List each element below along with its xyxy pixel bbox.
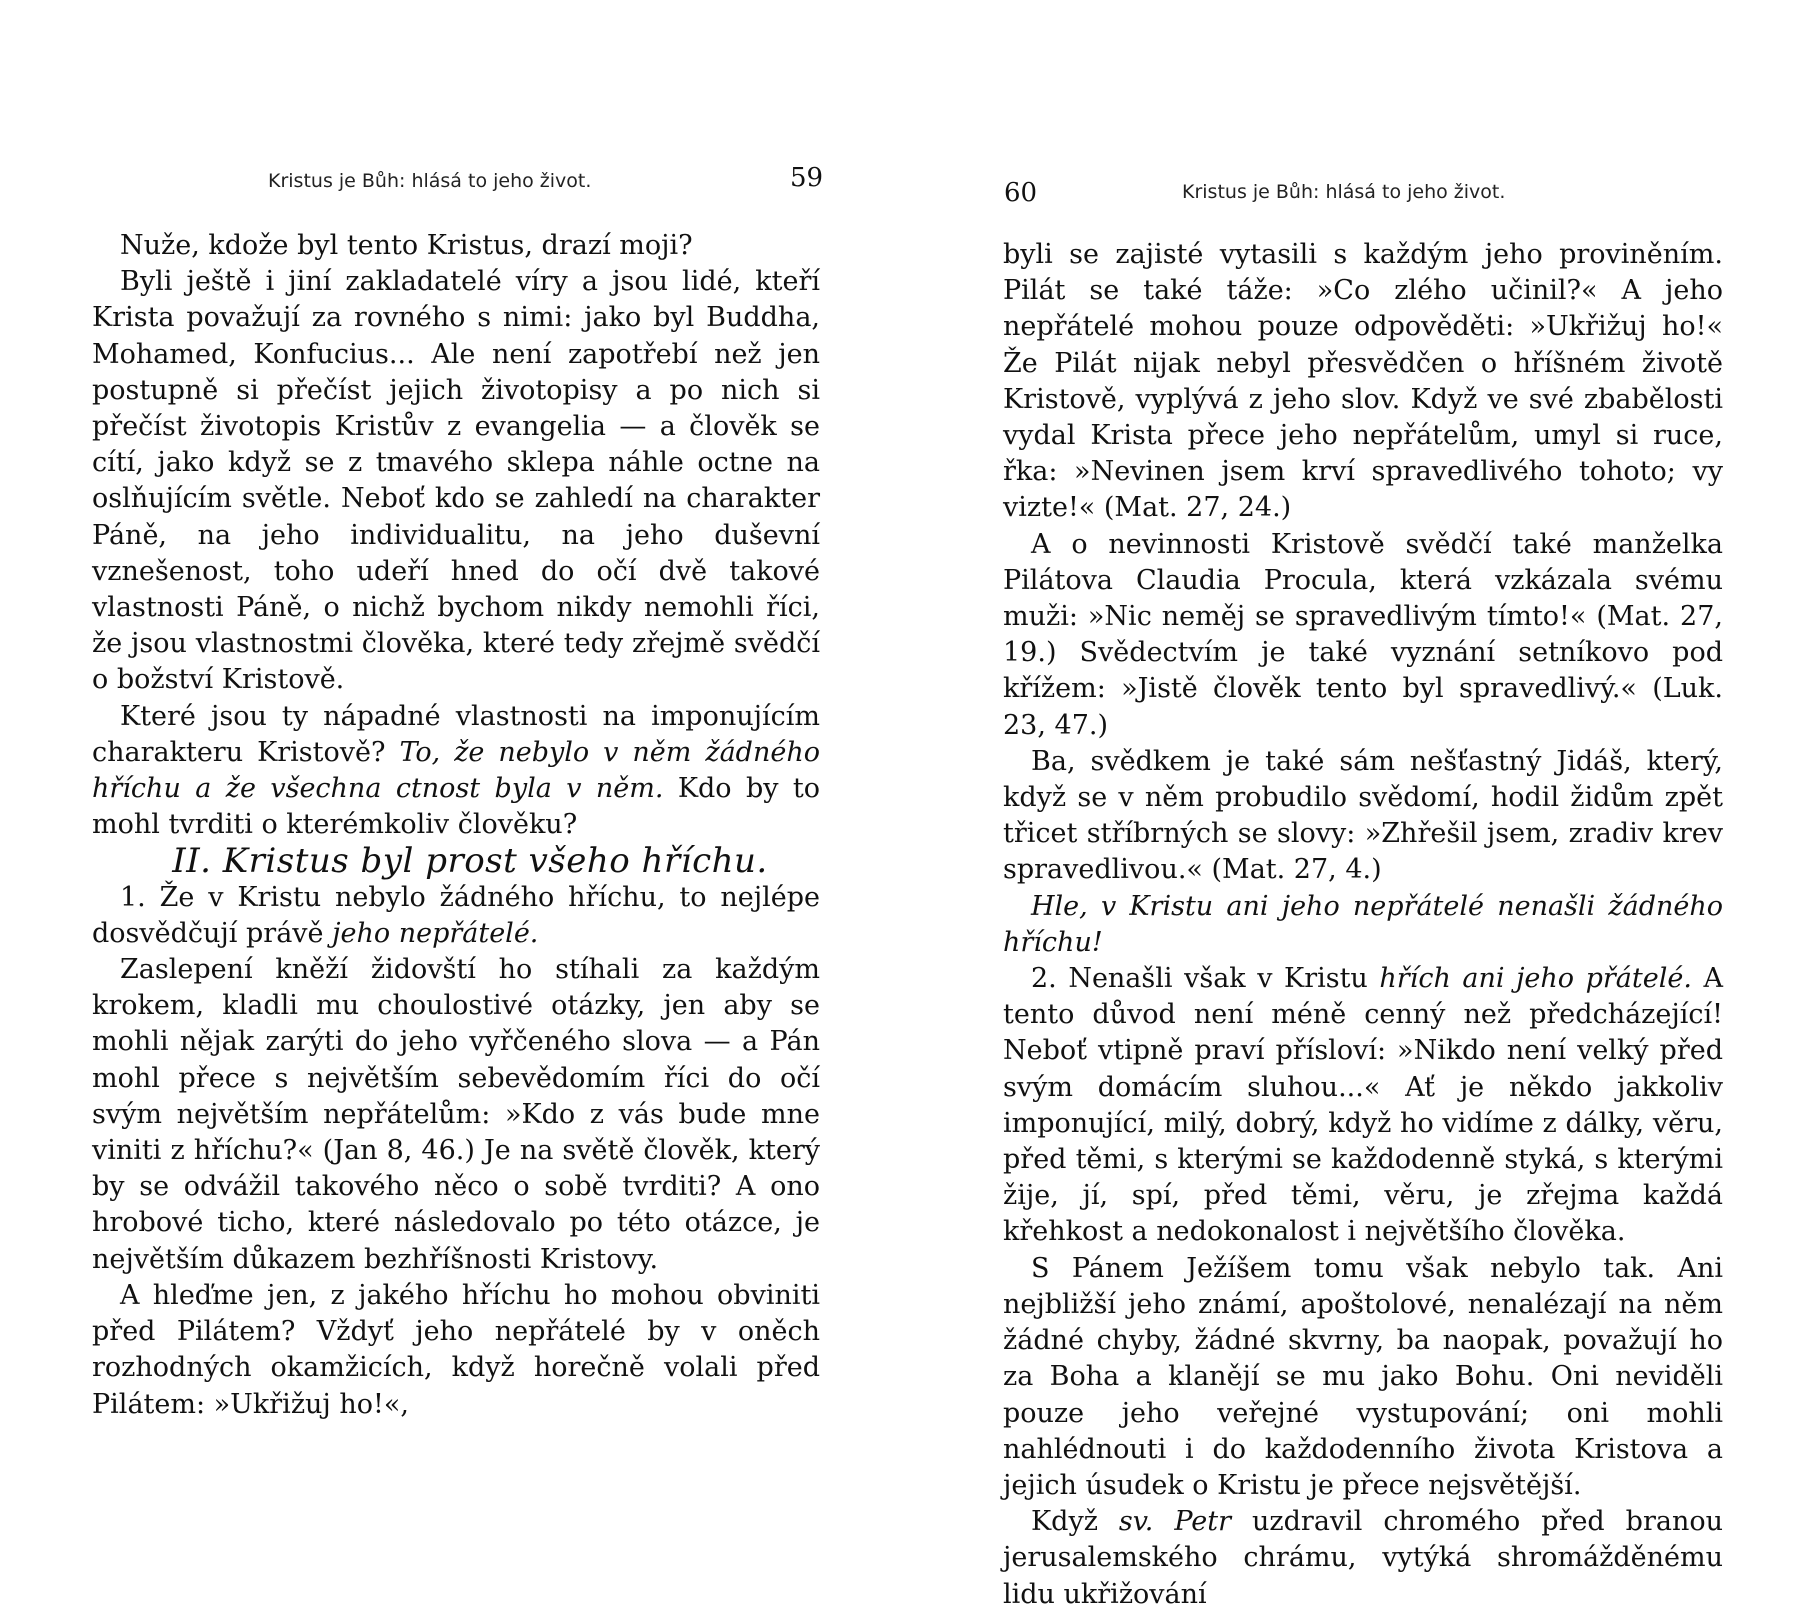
- right-page: [902, 0, 1804, 1610]
- paragraph-text: 2. Nenašli však v Kristu: [1031, 963, 1380, 995]
- emphasis-line: Hle, v Kristu ani jeho nepřátelé nenašli žádného hříchu!: [1003, 890, 1723, 958]
- paragraph: [92, 880, 820, 952]
- paragraph-text: Když: [1031, 1506, 1119, 1538]
- right-body-text: [1003, 237, 1723, 1613]
- paragraph-text: A tento důvod není méně cenný než předcházející! Neboť vtipně praví přísloví: »Nikdo není velký před svým domácím sluhou...« Ať je někdo jakkoliv imponující, milý, dobrý, když ho vidíme z dálky, věru, před těmi, s kterými se každodenně styká, s kterými žije, jí, spí, před těmi, věru, je zřejma každá křehkost a nedokonalost i největšího člověka.: [1003, 963, 1723, 1248]
- paragraph: Nuže, kdože byl tento Kristus, drazí moji?: [120, 230, 693, 261]
- page-number: 60: [1004, 178, 1038, 208]
- paragraph: [1003, 961, 1723, 1251]
- page-number: 59: [790, 163, 824, 193]
- paragraph: Byli ještě i jiní zakladatelé víry a jsou lidé, kteří Krista považují za rovného s nimi: jako byl Buddha, Mohamed, Konfucius... Ale není zapotřebí než jen postupně si přečíst jejich životopisy a po nich si přečíst životopis Kristův z evangelia — a člověk se cítí, jako když se z tmavého sklepa náhle octne na oslňujícím světle. Neboť kdo se zahledí na charakter Páně, na jeho individualitu, na jeho duševní vznešenost, toho udeří hned do očí dvě takové vlastnosti Páně, o nichž bychom nikdy nemohli říci, že jsou vlastnostmi člověka, které tedy zřejmě svědčí o božství Kristově.: [92, 266, 820, 696]
- paragraph: byli se zajisté vytasili s každým jeho proviněním. Pilát se také táže: »Co zlého učinil?« A jeho nepřátelé mohou pouze odpověděti: »Ukřižuj ho!« Že Pilát nijak nebyl přesvědčen o hříšném životě Kristově, vyplývá z jeho slov. Když ve své zbabělosti vydal Krista přece jeho nepřátelům, umyl si ruce, řka: »Nevinen jsem krví spravedlivého tohoto; vy vizte!« (Mat. 27, 24.): [1003, 239, 1723, 524]
- paragraph: [1003, 1504, 1723, 1613]
- left-body-text: [92, 228, 820, 1423]
- emphasis-text: sv. Petr: [1118, 1506, 1232, 1538]
- paragraph-text: Které jsou ty nápadné vlastnosti na imponujícím charakteru Kristově?: [92, 700, 820, 768]
- section-heading: II. Kristus byl prost všeho hříchu.: [172, 841, 768, 882]
- paragraph: A o nevinnosti Kristově svědčí také manželka Pilátova Claudia Procula, která vzkázala svému muži: »Nic neměj se spravedlivým tímto!« (Mat. 27, 19.) Svědectvím je také vyznání setníkovo pod křížem: »Jistě člověk tento byl spravedlivý.« (Luk. 23, 47.): [1003, 528, 1723, 741]
- left-page: [0, 0, 902, 1500]
- paragraph: [92, 699, 820, 844]
- emphasis-text: To, že nebylo v něm žádného hříchu a že všechna ctnost byla v něm.: [92, 736, 820, 805]
- running-head: Kristus je Bůh: hlásá to jeho život.: [268, 170, 592, 192]
- running-head: Kristus je Bůh: hlásá to jeho život.: [1182, 181, 1506, 203]
- paragraph-text: uzdravil chromého před branou jerusalemského chrámu, vytýká shromážděnému lidu ukřižování: [1003, 1506, 1723, 1610]
- paragraph-text: Kdo by to mohl tvrditi o kterémkoliv člověku?: [92, 773, 820, 841]
- paragraph: Ba, svědkem je také sám nešťastný Jidáš, který, když se v něm probudilo svědomí, hodil židům zpět třicet stříbrných se slovy: »Zhřešil jsem, zradiv krev spravedlivou.« (Mat. 27, 4.): [1003, 745, 1723, 886]
- paragraph: A hleďme jen, z jakého hříchu ho mohou obviniti před Pilátem? Vždyť jeho nepřátelé by v oněch rozhodných okamžicích, když horečně volali před Pilátem: »Ukřižuj ho!«,: [92, 1279, 820, 1420]
- paragraph: S Pánem Ježíšem tomu však nebylo tak. Ani nejbližší jeho známí, apoštolové, nenalézají na něm žádné chyby, žádné skvrny, ba naopak, považují ho za Boha a klanějí se mu jako Bohu. Oni neviděli pouze jeho veřejné vystupování; oni mohli nahlédnouti i do každodenního života Kristova a jejich úsudek o Kristu je přece nejsvětější.: [1003, 1252, 1723, 1501]
- emphasis-text: hřích ani jeho přátelé.: [1379, 963, 1692, 995]
- emphasis-text: jeho nepřátelé.: [332, 917, 539, 949]
- paragraph: Zaslepení kněží židovští ho stíhali za každým krokem, kladli mu choulostivé otázky, jen aby se mohli nějak zarýti do jeho vyřčeného slova — a Pán mohl přece s největším sebevědomím říci do očí svým největším nepřátelům: »Kdo z vás bude mne viniti z hříchu?« (Jan 8, 46.) Je na světě člověk, který by se odvážil takového něco o sobě tvrditi? A ono hrobové ticho, které následovalo po této otázce, je největším důkazem bezhříšnosti Kristovy.: [92, 954, 820, 1275]
- paragraph-text: 1. Že v Kristu nebylo žádného hříchu, to nejlépe dosvědčují právě: [92, 881, 820, 949]
